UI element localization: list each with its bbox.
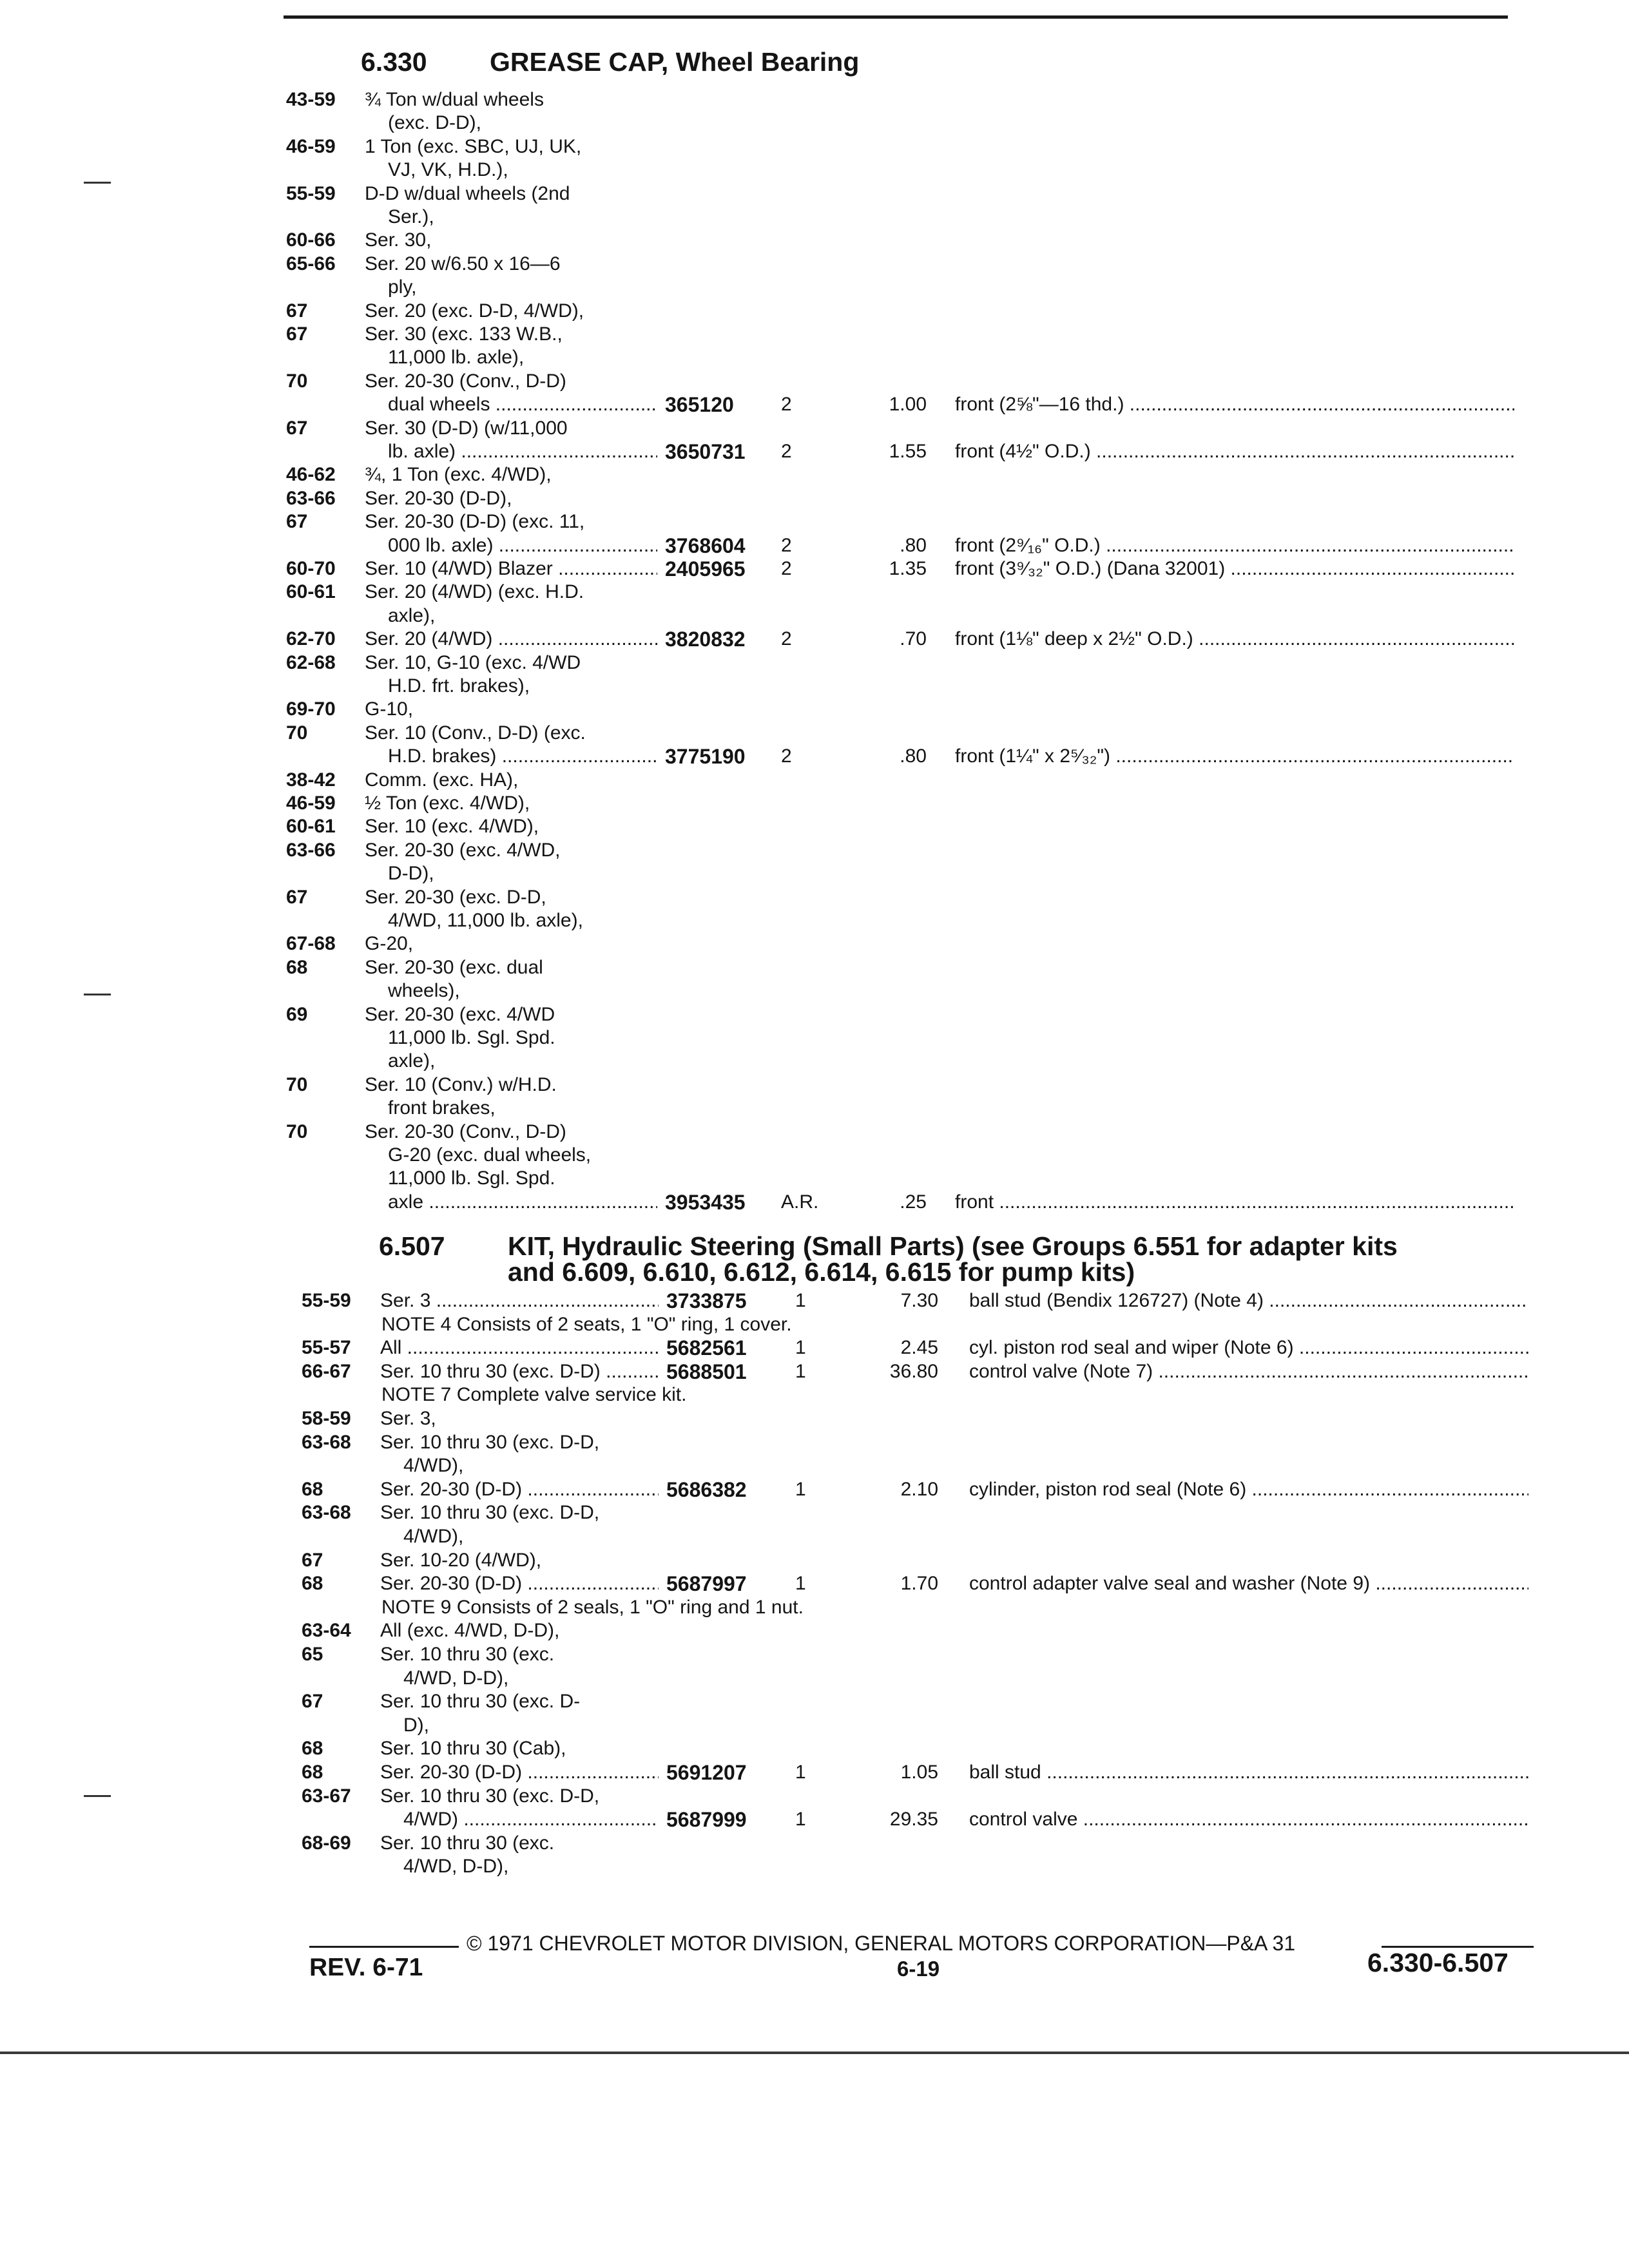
part-row	[0, 392, 1629, 417]
application-row	[0, 1736, 1629, 1761]
application-row	[0, 1689, 1629, 1714]
section-title-line-2: and 6.609, 6.610, 6.612, 6.614, 6.615 for pump kits)	[508, 1257, 1135, 1287]
application: G-20 (exc. dual wheels,	[388, 1144, 592, 1166]
application-row	[0, 1831, 1629, 1856]
model-years: 69	[286, 1003, 308, 1025]
price: 7.30	[900, 1290, 938, 1311]
quantity: 2	[781, 394, 792, 416]
model-years: 70	[286, 1120, 308, 1142]
model-years: 67	[286, 886, 308, 908]
model-years: 68	[302, 1478, 323, 1500]
application-row	[0, 369, 1629, 394]
model-years: 55-57	[302, 1337, 351, 1359]
application-row	[0, 135, 1629, 159]
model-years: 68-69	[302, 1832, 351, 1854]
application: Ser. 20 (exc. D-D, 4/WD),	[365, 300, 584, 322]
application-row	[0, 908, 1629, 933]
application: Ser. 20-30 (D-D) .....	[380, 1477, 659, 1502]
model-years: 60-61	[286, 816, 336, 838]
application: Comm. (exc. HA),	[365, 769, 519, 791]
model-years: 46-59	[286, 135, 336, 157]
application: ¾ Ton w/dual wheels	[365, 89, 544, 110]
quantity: 2	[781, 441, 792, 462]
application-row	[0, 1049, 1629, 1073]
quantity: A.R.	[781, 1191, 819, 1213]
application-row	[0, 1430, 1629, 1455]
part-row	[0, 1760, 1629, 1785]
part-row	[0, 1289, 1629, 1313]
section-number: 6.330	[361, 47, 427, 77]
quantity: 2	[781, 628, 792, 650]
application: Ser. 10 thru 30 (exc. D-D,	[380, 1785, 600, 1807]
application: Ser. 20-30 (Conv., D-D)	[365, 1120, 566, 1142]
application-row	[0, 697, 1629, 722]
part-number: 5687997	[666, 1572, 747, 1596]
model-years: 67-68	[286, 933, 336, 955]
application: Ser. 10 thru 30 (exc. D-D,	[380, 1502, 600, 1524]
application: Ser. 10 (exc. 4/WD),	[365, 816, 539, 838]
page-number: 6-19	[897, 1957, 940, 1981]
description: cylinder, piston rod seal (Note 6) .....	[969, 1477, 1528, 1502]
application: 4/WD),	[403, 1526, 464, 1547]
price: 1.55	[889, 441, 927, 462]
price: 2.10	[900, 1478, 938, 1500]
application-row	[0, 486, 1629, 511]
application: Ser. 10 (4/WD) Blazer .....	[365, 557, 657, 581]
quantity: 1	[795, 1762, 806, 1783]
part-row	[0, 1477, 1629, 1502]
model-years: 62-68	[286, 651, 336, 673]
footer-rule-left	[309, 1946, 459, 1948]
application-row	[0, 1407, 1629, 1431]
model-years: 58-59	[302, 1408, 351, 1429]
description: front (1¼" x 2⁵⁄₃₂") .....	[955, 744, 1514, 769]
application-row	[0, 791, 1629, 816]
application-row	[0, 1666, 1629, 1691]
application: Ser. 30,	[365, 229, 432, 251]
model-years: 68	[286, 956, 308, 978]
application: Ser. 20-30 (D-D) .....	[380, 1571, 659, 1596]
model-years: 43-59	[286, 89, 336, 110]
note-text: NOTE 7 Complete valve service kit.	[381, 1384, 687, 1406]
application: 4/WD, D-D),	[403, 1856, 509, 1878]
application: axle .....	[388, 1190, 657, 1215]
application-row	[0, 205, 1629, 229]
application-row	[0, 721, 1629, 745]
price: .80	[900, 745, 927, 767]
part-number: 5691207	[666, 1761, 747, 1784]
application: H.D. brakes) .....	[388, 744, 657, 769]
model-years: 68	[302, 1762, 323, 1783]
note-row	[0, 1383, 1629, 1407]
quantity: 2	[781, 534, 792, 556]
group-range: 6.330-6.507	[1367, 1948, 1509, 1977]
description: ball stud (Bendix 126727) (Note 4) .....	[969, 1289, 1528, 1313]
application: Ser. 3 .....	[380, 1289, 659, 1313]
application: dual wheels .....	[388, 392, 657, 417]
description: control valve (Note 7) .....	[969, 1360, 1528, 1384]
application: Ser. 10 (Conv., D-D) (exc.	[365, 722, 586, 744]
application: H.D. frt. brakes),	[388, 675, 530, 697]
application: All .....	[380, 1336, 659, 1360]
model-years: 67	[302, 1691, 323, 1713]
copyright-line: © 1971 CHEVROLET MOTOR DIVISION, GENERAL MOTORS CORPORATION—P&A 31	[467, 1932, 1296, 1955]
application-row	[0, 651, 1629, 675]
application: ply,	[388, 276, 417, 298]
section-title-line-1: KIT, Hydraulic Steering (Small Parts) (see Groups 6.551 for adapter kits	[508, 1231, 1398, 1261]
part-row	[0, 557, 1629, 581]
quantity: 1	[795, 1478, 806, 1500]
application: Ser. 10, G-10 (exc. 4/WD	[365, 651, 581, 673]
application: Ser. 30 (exc. 133 W.B.,	[365, 323, 563, 345]
part-number: 3768604	[665, 533, 746, 557]
application: 000 lb. axle) .....	[388, 533, 657, 558]
description: cyl. piston rod seal and wiper (Note 6) .....	[969, 1336, 1528, 1360]
model-years: 63-64	[302, 1620, 351, 1642]
quantity: 1	[795, 1337, 806, 1359]
application: D),	[403, 1714, 429, 1736]
model-years: 70	[286, 370, 308, 392]
application-row	[0, 1096, 1629, 1120]
application-row	[0, 885, 1629, 910]
part-row	[0, 627, 1629, 651]
application: Ser. 20-30 (exc. D-D,	[365, 886, 546, 908]
application-row	[0, 1120, 1629, 1144]
application: Ser. 10 thru 30 (exc.	[380, 1832, 555, 1854]
model-years: 67	[302, 1549, 323, 1571]
application-row	[0, 345, 1629, 370]
model-years: 60-70	[286, 558, 336, 579]
quantity: 2	[781, 745, 792, 767]
application: Ser. 20-30 (Conv., D-D)	[365, 370, 566, 392]
application: 4/WD, 11,000 lb. axle),	[388, 910, 583, 931]
price: 36.80	[889, 1360, 938, 1382]
application: Ser. 20-30 (D-D),	[365, 487, 512, 509]
application: Ser. 20 w/6.50 x 16—6	[365, 253, 561, 274]
quantity: 1	[795, 1360, 806, 1382]
application-row	[0, 979, 1629, 1003]
application-row	[0, 932, 1629, 956]
application-row	[0, 1713, 1629, 1738]
application: Ser. 10 thru 30 (exc. D-	[380, 1691, 581, 1713]
application-row	[0, 510, 1629, 534]
application: Ser. 30 (D-D) (w/11,000	[365, 417, 568, 439]
application-row	[0, 1642, 1629, 1667]
section-title: GREASE CAP, Wheel Bearing	[490, 47, 860, 77]
bottom-rule	[0, 2052, 1629, 2054]
application: ½ Ton (exc. 4/WD),	[365, 793, 530, 814]
application-row	[0, 838, 1629, 863]
model-years: 67	[286, 417, 308, 439]
application: 11,000 lb. Sgl. Spd.	[388, 1168, 555, 1189]
application-row	[0, 814, 1629, 839]
application: Ser. 20-30 (D-D) .....	[380, 1760, 659, 1785]
application-row	[0, 1026, 1629, 1050]
application: Ser.),	[388, 206, 434, 227]
model-years: 63-68	[302, 1502, 351, 1524]
description: front (1⅛" deep x 2½" O.D.) .....	[955, 627, 1514, 651]
description: front (4½" O.D.) .....	[955, 439, 1514, 464]
application: Ser. 20 (4/WD) .....	[365, 627, 657, 651]
part-number: 365120	[665, 393, 734, 417]
application: All (exc. 4/WD, D-D),	[380, 1620, 560, 1642]
application: Ser. 10 thru 30 (exc.	[380, 1644, 555, 1665]
application-row	[0, 768, 1629, 793]
part-row	[0, 533, 1629, 558]
quantity: 1	[795, 1290, 806, 1311]
application: ¾, 1 Ton (exc. 4/WD),	[365, 464, 552, 486]
model-years: 67	[286, 323, 308, 345]
part-row	[0, 1360, 1629, 1384]
model-years: 68	[302, 1738, 323, 1760]
application-row	[0, 1501, 1629, 1525]
model-years: 67	[286, 300, 308, 322]
model-years: 38-42	[286, 769, 336, 791]
application: 4/WD),	[403, 1455, 464, 1477]
application-row	[0, 88, 1629, 112]
part-row	[0, 744, 1629, 769]
price: 1.70	[900, 1573, 938, 1595]
model-years: 63-66	[286, 839, 336, 861]
model-years: 65-66	[286, 253, 336, 274]
application-row	[0, 1524, 1629, 1549]
price: .70	[900, 628, 927, 650]
price: 1.35	[889, 558, 927, 579]
description: control valve .....	[969, 1807, 1528, 1832]
application: D-D),	[388, 863, 434, 885]
application: 4/WD, D-D),	[403, 1667, 509, 1689]
application-row	[0, 228, 1629, 253]
application-row	[0, 1854, 1629, 1879]
part-number: 5688501	[666, 1360, 747, 1383]
model-years: 70	[286, 1073, 308, 1095]
part-row	[0, 1571, 1629, 1596]
application: 11,000 lb. Sgl. Spd.	[388, 1027, 555, 1048]
application-row	[0, 322, 1629, 347]
quantity: 2	[781, 558, 792, 579]
description: control adapter valve seal and washer (Note 9) .....	[969, 1571, 1528, 1596]
model-years: 46-59	[286, 793, 336, 814]
application: D-D w/dual wheels (2nd	[365, 182, 570, 204]
part-row	[0, 439, 1629, 464]
application-row	[0, 416, 1629, 441]
model-years: 70	[286, 722, 308, 744]
application: Ser. 10 thru 30 (exc. D-D,	[380, 1431, 600, 1453]
application: G-20,	[365, 933, 414, 955]
model-years: 55-59	[302, 1290, 351, 1311]
application-row	[0, 252, 1629, 276]
application-row	[0, 861, 1629, 886]
application-row	[0, 111, 1629, 135]
part-number: 3775190	[665, 745, 746, 769]
part-row	[0, 1336, 1629, 1360]
application-row	[0, 604, 1629, 628]
application-row	[0, 1073, 1629, 1097]
application-row	[0, 1143, 1629, 1168]
description: front (2⅝"—16 thd.) .....	[955, 392, 1514, 417]
section-number: 6.507	[379, 1231, 445, 1261]
part-number: 3733875	[666, 1289, 747, 1312]
application-row	[0, 1166, 1629, 1191]
price: 1.00	[889, 394, 927, 416]
application: axle),	[388, 1050, 436, 1072]
model-years: 62-70	[286, 628, 336, 650]
application: Ser. 10-20 (4/WD),	[380, 1549, 542, 1571]
application: Ser. 20 (4/WD) (exc. H.D.	[365, 581, 584, 603]
section-heading-6-330	[361, 48, 859, 76]
application: Ser. 10 (Conv.) w/H.D.	[365, 1073, 557, 1095]
application-row	[0, 956, 1629, 980]
part-row	[0, 1807, 1629, 1832]
model-years: 66-67	[302, 1360, 351, 1382]
note-row	[0, 1595, 1629, 1620]
note-row	[0, 1312, 1629, 1337]
top-rule	[284, 15, 1508, 19]
application: Ser. 20-30 (exc. dual	[365, 956, 543, 978]
description: ball stud .....	[969, 1760, 1528, 1785]
part-number: 3650731	[665, 440, 746, 463]
application: 11,000 lb. axle),	[388, 347, 525, 369]
model-years: 60-66	[286, 229, 336, 251]
application: Ser. 20-30 (exc. 4/WD	[365, 1003, 555, 1025]
model-years: 68	[302, 1573, 323, 1595]
price: .25	[900, 1191, 927, 1213]
application-row	[0, 1548, 1629, 1573]
part-number: 5686382	[666, 1477, 747, 1501]
price: 29.35	[889, 1809, 938, 1831]
model-years: 46-62	[286, 464, 336, 486]
application: lb. axle) .....	[388, 439, 657, 464]
model-years: 63-68	[302, 1431, 351, 1453]
part-row	[0, 1190, 1629, 1215]
price: .80	[900, 534, 927, 556]
application: axle),	[388, 604, 436, 626]
description: front (2⁹⁄₁₆" O.D.) .....	[955, 533, 1514, 558]
application: wheels),	[388, 980, 460, 1002]
application: front brakes,	[388, 1097, 496, 1119]
application-row	[0, 580, 1629, 604]
model-years: 63-67	[302, 1785, 351, 1807]
application: G-10,	[365, 698, 414, 720]
description: front (3⁹⁄₃₂" O.D.) (Dana 32001) .....	[955, 557, 1514, 581]
application-row	[0, 1454, 1629, 1478]
part-number: 3820832	[665, 628, 746, 651]
model-years: 65	[302, 1644, 323, 1665]
model-years: 67	[286, 511, 308, 533]
model-years: 55-59	[286, 182, 336, 204]
revision-label: REV. 6-71	[309, 1954, 423, 1981]
application: Ser. 3,	[380, 1408, 436, 1429]
price: 1.05	[900, 1762, 938, 1783]
application: 4/WD) .....	[403, 1807, 659, 1832]
application: (exc. D-D),	[388, 112, 481, 134]
application-row	[0, 1784, 1629, 1809]
model-years: 63-66	[286, 487, 336, 509]
part-number: 5682561	[666, 1336, 747, 1360]
application-row	[0, 158, 1629, 182]
application-row	[0, 1003, 1629, 1027]
application-row	[0, 674, 1629, 698]
application: Ser. 20-30 (D-D) (exc. 11,	[365, 511, 585, 533]
note-text: NOTE 4 Consists of 2 seats, 1 "O" ring, 1 cover.	[381, 1313, 792, 1335]
model-years: 60-61	[286, 581, 336, 603]
application-row	[0, 275, 1629, 300]
application: Ser. 10 thru 30 (exc. D-D) .....	[380, 1360, 659, 1384]
section-heading-6-507	[379, 1232, 1398, 1260]
quantity: 1	[795, 1809, 806, 1831]
application: Ser. 20-30 (exc. 4/WD,	[365, 839, 561, 861]
application-row	[0, 182, 1629, 206]
application-row	[0, 299, 1629, 323]
part-number: 5687999	[666, 1808, 747, 1832]
quantity: 1	[795, 1573, 806, 1595]
model-years: 69-70	[286, 698, 336, 720]
application-row	[0, 1619, 1629, 1643]
application-row	[0, 463, 1629, 487]
application: 1 Ton (exc. SBC, UJ, UK,	[365, 135, 582, 157]
part-number: 3953435	[665, 1190, 746, 1214]
part-number: 2405965	[665, 557, 746, 581]
application: VJ, VK, H.D.),	[388, 159, 508, 181]
application: Ser. 10 thru 30 (Cab),	[380, 1738, 566, 1760]
price: 2.45	[900, 1337, 938, 1359]
description: front .....	[955, 1190, 1514, 1215]
note-text: NOTE 9 Consists of 2 seals, 1 "O" ring and 1 nut.	[381, 1596, 804, 1618]
